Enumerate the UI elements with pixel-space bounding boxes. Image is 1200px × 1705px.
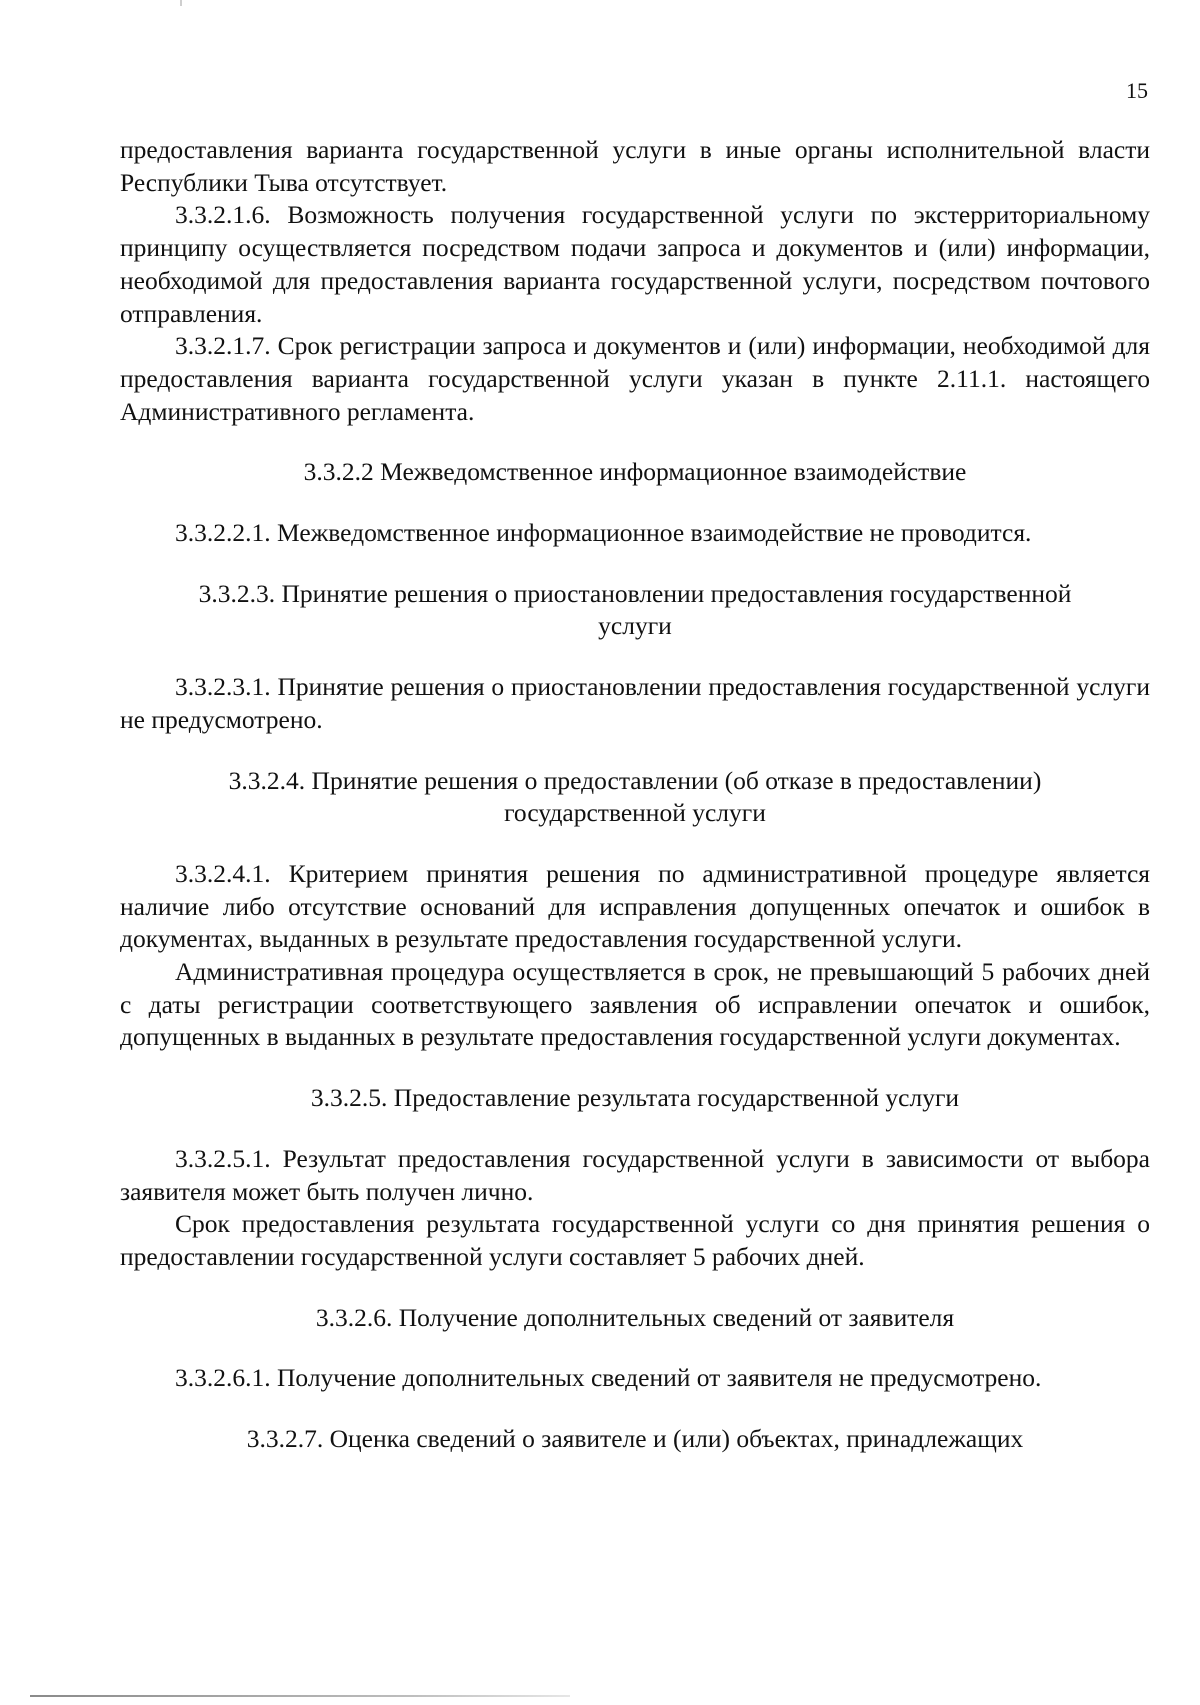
paragraph-3-3-2-5-1: 3.3.2.5.1. Результат предоставления государственной услуги в зависимости от выбора заявителя может быть получен лично. — [120, 1143, 1150, 1206]
paragraph-3-3-2-1-6: 3.3.2.1.6. Возможность получения государственной услуги по экстерриториальному принципу осуществляется посредством подачи запроса и документов и (или) информации, необходимой для предоставления варианта государственной услуги, посредством почтового отправления. — [120, 200, 1150, 328]
document-body — [120, 134, 1150, 1456]
section-heading-3-3-2-4 — [120, 765, 1150, 830]
section-heading-3-3-2-2: 3.3.2.2 Межведомственное информационное взаимодействие — [303, 457, 967, 487]
heading-line: государственной услуги — [504, 798, 766, 828]
paragraph-3-3-2-2-1: 3.3.2.2.1. Межведомственное информационное взаимодействие не проводится. — [175, 518, 1032, 548]
paragraph-3-3-2-4-1: 3.3.2.4.1. Критерием принятия решения по административной процедуре является наличие либо отсутствие оснований для исправления допущенных опечаток и ошибок в документах, выданных в результате предоставления государственной услуги. — [120, 858, 1150, 954]
section-heading-3-3-2-7: 3.3.2.7. Оценка сведений о заявителе и (или) объектах, принадлежащих — [246, 1424, 1024, 1454]
paragraph-3-3-2-3-1: 3.3.2.3.1. Принятие решения о приостановлении предоставления государственной услуги не предусмотрено. — [120, 672, 1150, 734]
heading-line: 3.3.2.4. Принятие решения о предоставлении (об отказе в предоставлении) — [228, 765, 1042, 795]
paragraph-3-3-2-1-7: 3.3.2.1.7. Срок регистрации запроса и документов и (или) информации, необходимой для предоставления варианта государственной услуги указан в пункте 2.11.1. настоящего Административного регламента. — [120, 331, 1150, 426]
heading-line: услуги — [598, 611, 672, 641]
paragraph-continuation: предоставления варианта государственной услуги в иные органы исполнительной власти Республики Тыва отсутствует. — [120, 135, 1150, 197]
section-heading-3-3-2-3 — [120, 578, 1150, 643]
page-number: 15 — [1126, 78, 1148, 103]
heading-line: 3.3.2.3. Принятие решения о приостановлении предоставления государственной — [198, 578, 1072, 608]
section-heading-3-3-2-5: 3.3.2.5. Предоставление результата государственной услуги — [310, 1083, 960, 1113]
paragraph-result-term: Срок предоставления результата государственной услуги со дня принятия решения о предоставлении государственной услуги составляет 5 рабочих дней. — [120, 1209, 1150, 1271]
paragraph-3-3-2-6-1: 3.3.2.6.1. Получение дополнительных сведений от заявителя не предусмотрено. — [175, 1363, 1042, 1393]
paragraph-admin-procedure: Административная процедура осуществляется в срок, не превышающий 5 рабочих дней с даты регистрации соответствующего заявления об исправлении опечаток и ошибок, допущенных в выданных в результате предоставления государственной услуги документах. — [120, 957, 1150, 1052]
scan-edge-line — [30, 1695, 570, 1697]
section-heading-3-3-2-6: 3.3.2.6. Получение дополнительных сведений от заявителя — [315, 1302, 955, 1332]
scan-mark — [180, 0, 182, 6]
